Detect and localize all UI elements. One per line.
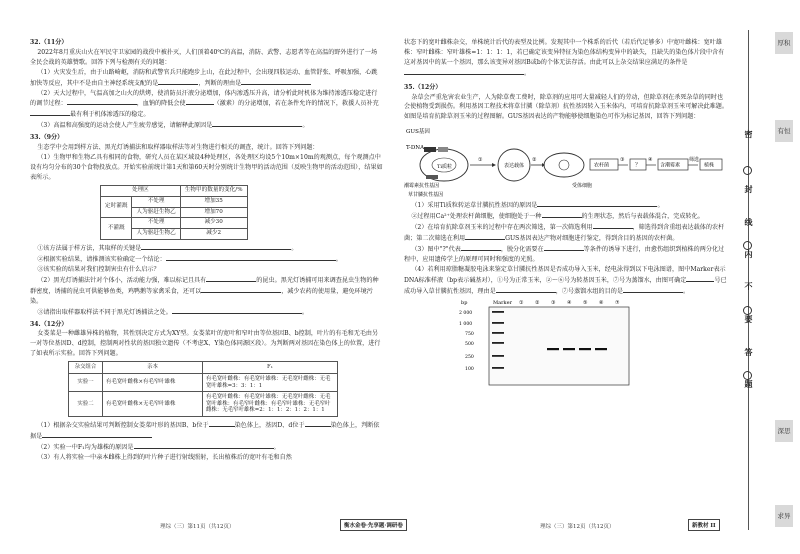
seal-char: 要 <box>744 315 754 323</box>
answer-blank <box>172 307 302 314</box>
edition-badge: 新教材 II <box>688 519 720 531</box>
q34-part2 <box>30 442 383 453</box>
table-header: 亲本 <box>103 362 203 374</box>
q33-part2-b: 的昆虫。黑光灯诱捕可用来调查昆虫生物的种群密度，诱捕的昆虫可供能够鱼类，鸡鸭鹅等家禽采食，还可以 <box>30 276 379 295</box>
q34-intro: 女娄菜是一种雌雄异株的植物，其性别决定方式为XY型。女娄菜叶的宽叶和窄叶由等位基因B、b控制，叶片的有毛和无毛由另一对等位基因D、d控制，控制两对性状的基因独立遗传（不考虑X、Y染色体同源区段）。为判断两对基因在染色体上的位置，进行了如表所示实验。回答下列问题。 <box>30 330 381 358</box>
q32-part3 <box>30 120 383 131</box>
sample-band <box>595 348 607 350</box>
q35-part2-b: ，筛选得到含重组表达载体的农杆菌；第二次筛选在利用 <box>404 224 725 242</box>
q35-part3-text: （3）图中"?"代表 <box>411 245 461 253</box>
q33-part2-text: （2）黑光灯诱捕法针对个体小，活动能力强，难以标记且具有 <box>37 276 207 284</box>
circle-mark <box>743 306 752 315</box>
tick-label: 500 <box>465 342 474 348</box>
marker-band <box>492 311 504 313</box>
seal-circle <box>743 365 752 384</box>
sample-band <box>563 348 575 350</box>
circle-mark <box>743 241 752 250</box>
q35-part2-c: GUS基因表达产物对细胞进行鉴定，得到含目的基因的农杆菌。 <box>505 234 679 242</box>
vector-label: 表达载体 <box>504 163 525 170</box>
q34-continued <box>404 38 729 79</box>
gus-label: GUS基因 <box>406 129 430 136</box>
answer-blank <box>166 254 336 261</box>
q33-intro: 生态学中会用到样方法、黑光灯诱捕法和取样器取样法等对生物进行相关的调查，统计。回答下列问题： <box>37 144 319 152</box>
table-cell: 人为驱赶生物乙 <box>132 207 180 218</box>
answer-blank <box>544 244 584 251</box>
motto-tag: 深思 <box>775 420 793 442</box>
q34-title: 34.（12分） <box>30 320 68 328</box>
plasmid-label: Ti质粒 <box>437 164 453 171</box>
medium-label: 含潮霉素 <box>660 162 681 169</box>
q35-part4-end: 。 <box>682 287 690 295</box>
q33-sub2 <box>30 254 383 265</box>
table-header: 处理区 <box>101 185 181 196</box>
q32-title: 32.（11分） <box>30 39 68 46</box>
tick-label: 100 <box>465 367 474 373</box>
seal-circle <box>743 235 752 254</box>
table-header: 生物甲的数量的变化/% <box>180 185 247 196</box>
answer-blank <box>623 286 683 293</box>
tick-label: 250 <box>465 355 474 361</box>
bacterium-plasmid-shape <box>559 160 569 170</box>
q32-part2-c: （激素）的分泌增加，若在条件允许的情况下，救援人员补充 <box>213 100 379 108</box>
table-group: 定时灌溉 <box>101 196 132 218</box>
answer-blank <box>593 222 633 229</box>
tick-label: 2 000 <box>459 311 473 317</box>
answer-blank <box>305 420 331 427</box>
q35-part1b-end: 的生理状态，然后与表载体混合，完成转化。 <box>581 213 704 221</box>
binding-line <box>748 30 749 530</box>
q35-part1-text: （1）采用Ti质粒转运草甘膦抗性基因的原因是 <box>411 202 538 210</box>
table-cell: 实验一 <box>69 374 103 392</box>
q35-part1b-text: ②过程用Ca²⁺处理农杆菌细胞，使细胞处于一种 <box>411 213 542 221</box>
q32-part2-d: 最有利于机体渗透压的稳定。 <box>70 111 150 119</box>
q34-part1-text: （1）根据杂交实验结果可判断控制女娄菜叶形的基因B、b位于 <box>37 422 209 430</box>
q32-part2-b: ，血钠的降低会使 <box>136 100 186 108</box>
lane-label: ⑥ <box>599 300 604 307</box>
step-4-label: ④ <box>648 157 653 164</box>
resist-gene-block <box>426 175 438 179</box>
arrow-1-head <box>492 163 496 167</box>
q34-table <box>68 361 338 417</box>
q35-part1-end: 。 <box>657 202 664 210</box>
q35-part4 <box>404 265 729 297</box>
tdna-block <box>438 147 448 152</box>
motto-tag: 有恒 <box>775 120 793 142</box>
answer-blank <box>186 98 214 105</box>
q33-sub3: ③该实验的结果对我们控制害虫有什么启示？ <box>37 266 160 274</box>
q33-part2-c: ，减少农药的使用量，避免环境污染。 <box>30 287 373 305</box>
table-cell: 减少2 <box>180 229 247 240</box>
right-column <box>404 38 729 516</box>
q32-part1-reason: ，判断的理由是 <box>198 79 242 87</box>
motto-tag: 厚积 <box>775 32 793 54</box>
marker-band <box>492 367 504 369</box>
right-page-number: 理综（三）第12页（共12页） <box>540 524 615 530</box>
callus-label: 受体细胞 <box>572 183 593 190</box>
table-header: F₁ <box>203 362 338 374</box>
q34-part2-text: （2）实验一中F₁均为雄株的原因是 <box>37 444 134 451</box>
q35-part3 <box>404 244 729 265</box>
lane-label: ③ <box>551 300 556 307</box>
answer-blank <box>201 286 281 293</box>
plant-label: 植株 <box>704 162 715 169</box>
left-column <box>30 38 383 516</box>
answer-blank <box>42 431 152 438</box>
resist-label: 潮霉素抗性基因 <box>404 183 440 190</box>
table-group: 不灌溉 <box>101 218 132 240</box>
q32-part3-text: （3）高温和高强度的运动会使人产生疲劳感觉，请解释此原因是 <box>37 122 213 130</box>
seal-char: 内 <box>744 250 754 258</box>
tdna-label: T-DNA <box>406 145 425 152</box>
table-cell: 有毛宽叶雌株×无毛窄叶雄株 <box>103 392 203 417</box>
answer-blank <box>141 243 291 250</box>
answer-blank <box>134 442 274 449</box>
q32-part2-text: （2）天大过程中，气温高加之山火的烘烤，使消防员汗液分泌增加，体内渗透压升高，请分析此时机体为维持渗透压稳定进行的调节过程： <box>30 89 378 108</box>
marker-band <box>492 332 504 334</box>
q33-table <box>100 185 248 241</box>
answer-blank <box>461 244 501 251</box>
q33-sub1 <box>30 243 383 254</box>
q33-sub2-text: ②根据实验结果，请推测该实验确定一个结论： <box>37 256 166 264</box>
seal-char: 不 <box>744 282 754 290</box>
q35-part4-text: （4）若利用琼脂糖凝胶电泳来鉴定草甘膦抗性基因是否成功导入玉米，经电泳得到以下电泳图谱，图中Marker表示DNA标准样液（bp表示碱基对），①号为正常玉米，②～⑥号为转基因玉米，⑦号为蒸馏水，由图可确定 <box>404 265 726 284</box>
q32-part1-text: （1）火灾发生后，由于山路崎岖，消防和武警官兵只能跑步上山，在此过程中，会出现四肢运动、血管舒张、呼吸加强，心跳加快等反应，其中不是由自主神经系统支配的是 <box>30 68 378 87</box>
table-cell: 不处理 <box>132 196 180 207</box>
select-label: 筛选 <box>689 157 700 164</box>
q32-part2 <box>30 89 383 121</box>
sample-band <box>579 348 591 350</box>
step-1-label: ① <box>478 157 483 164</box>
answer-blank <box>686 275 714 282</box>
gel-electrophoresis-figure <box>404 298 729 390</box>
q34-part1-c: 染色体上，判断依据是 <box>30 422 380 441</box>
diagram-svg <box>404 125 729 197</box>
q32-part1 <box>30 68 383 89</box>
q35-part2-text: （2）在培育抗除草剂玉米的过程中存在两次筛选，第一次筛选利用 <box>411 224 593 232</box>
marker-band <box>492 355 504 357</box>
bacterium-shape <box>544 153 584 177</box>
sample-band <box>547 348 559 350</box>
answer-blank <box>496 286 556 293</box>
gene-engineering-diagram <box>404 125 729 197</box>
q32-part3-end: 。 <box>302 122 309 130</box>
q33-part1: （1）生物甲和生物乙具有相同的食物，研究人员在某区域设4种处理区，各处理区均设5个10m×10m的观测点，每个观测点中设有均匀分布的30个食物投放点。开始实验前统计第1天和第60天时分别统计生物甲的活动范围（反映生物甲的活动范围），结果如表所示。 <box>30 153 383 181</box>
q33-part3-text: ③请指出取样器取样法不同于黑光灯诱捕法之处。 <box>37 308 172 316</box>
q35-part1b <box>404 211 729 222</box>
table-cell: 人为驱赶生物乙 <box>132 229 180 240</box>
gel-frame <box>489 307 629 385</box>
q33-part2 <box>30 275 383 307</box>
q35-part4-c: ，⑦号蒸馏水组的目的是 <box>555 287 623 295</box>
q34-continued-end: 。 <box>524 69 531 77</box>
lane-label: ⑤ <box>583 300 588 307</box>
seal-circle <box>743 300 752 319</box>
q35-part2 <box>404 222 729 244</box>
step-3-label: ③ <box>620 157 625 164</box>
q35-part1 <box>404 200 729 211</box>
lane-label: ② <box>535 300 540 307</box>
lane-label: ⑦ <box>615 300 620 307</box>
unknown-label: ？ <box>635 162 641 169</box>
answer-blank <box>542 211 582 218</box>
table-header: 杂交组合 <box>69 362 103 374</box>
q33-title: 33.（9分） <box>30 134 64 142</box>
answer-blank <box>537 200 657 207</box>
table-cell: 有毛宽叶雌株×有毛窄叶雄株 <box>103 374 203 392</box>
table-row <box>69 392 338 417</box>
seal-char: 封 <box>744 185 754 193</box>
table-cell: 有毛宽叶雌株：有毛宽叶雄株：无毛宽叶雌株：无毛宽叶雄株：有毛窄叶雌株：有毛窄叶雄株：无毛窄叶雌株：无毛窄叶雄株=2：1：1：2：1：2：1：1 <box>203 392 338 417</box>
table-header-row <box>69 362 338 374</box>
answer-blank <box>404 68 524 75</box>
tick-label: 1 000 <box>459 322 473 328</box>
table-row <box>69 374 338 392</box>
motto-tag: 求异 <box>775 505 793 527</box>
answer-blank <box>158 78 198 85</box>
table-cell: 有毛宽叶雌株：有毛宽叶雄株：无毛宽叶雌株：无毛宽叶雄株=3：3：1：1 <box>203 374 338 392</box>
circle-mark <box>743 166 752 175</box>
answer-blank <box>212 120 302 127</box>
table-cell: 实验二 <box>69 392 103 417</box>
circle-mark <box>743 371 752 380</box>
bp-label: bp <box>461 300 468 307</box>
q35-part4-b: 号已成功导入草甘膦抗性基因，理由是 <box>404 276 727 295</box>
cells-label: 农杆菌 <box>594 162 610 169</box>
seal-circle <box>743 160 752 179</box>
answer-blank <box>241 78 311 85</box>
left-page-number: 理综（三）第11页（共12页） <box>160 524 235 530</box>
seal-char: 密 <box>744 130 754 138</box>
table-cell: 增加70 <box>180 207 247 218</box>
marker-label: Marker <box>493 300 512 307</box>
answer-blank <box>67 98 137 105</box>
answer-blank <box>465 233 505 240</box>
q35-part3-b: ，脱分化需要在 <box>500 245 544 253</box>
table-cell: 增加35 <box>180 196 247 207</box>
lane-label: ① <box>519 300 524 307</box>
table-header-row <box>101 185 248 196</box>
table-cell: 不处理 <box>132 218 180 229</box>
marker-band <box>492 322 504 324</box>
exam-series-label: 衡水金卷·先享题·调研卷 <box>340 519 407 531</box>
q34-part2-end: 。 <box>273 444 280 451</box>
q35-title: 35.（12分） <box>404 83 442 91</box>
table-cell: 减少30 <box>180 218 247 229</box>
lane-label: ④ <box>567 300 572 307</box>
answer-blank <box>209 420 235 427</box>
q33-part3-end: 。 <box>301 308 308 316</box>
q34-continued-text: 状态下的宽叶雌株杂交，单株统计后代的表型及比例。发现其中一个株系的后代（若后代足够多）中宽叶雌株：宽叶雄株：窄叶雌株：窄叶雄株=1：1：1：1，若已确定该变异特征为染色体结构变异中的缺失，且缺失的染色体片段中含有这对基因中的某一个基因，那么该变异对基因B或b的个体无法存活。由此可以上杂交结果应满足的条件是 <box>404 39 725 66</box>
gel-svg <box>459 298 659 386</box>
seal-char: 答 <box>744 348 754 356</box>
q34-part3: （3）有人将实验一中亲本雌株上得到的叶片种子进行射线照射，长出植株后的宽叶有毛和自然 <box>37 453 292 461</box>
marker-band <box>492 342 504 344</box>
q35-intro: 杂草会严重危害农业生产，人为除草费工费时，除草剂的应用可大量减轻人们的劳动，但除草剂在杀死杂草的同时也会使植物受到损伤。利用基因工程技术将草甘膦（除草剂）抗性基因转入玉米体内，可培育抗除草剂玉米可解决此难题。如图是培育抗除草剂玉米的过程图解。GUS基因表达的产物能够使细胞染色可作为标记基因，回答下列问题： <box>404 93 729 121</box>
gus-gene-block <box>424 147 436 152</box>
tick-label: 750 <box>465 332 474 338</box>
answer-blank <box>206 275 256 282</box>
seal-char: 题 <box>744 380 754 388</box>
q33-part3 <box>30 307 383 318</box>
q33-sub1-text: ①该方法属于样方法，其取样的关键是 <box>37 245 142 253</box>
q35-part3-c: 等条件的诱导下进行，由愈伤组织到植株的两分化过程中，应用遗传学上的原理可同时和强度的光照。 <box>404 245 725 263</box>
q34-part1-b: 染色体上，基因D、d位于 <box>234 422 305 430</box>
q32-intro: 2022年8月重庆山火在军民守卫家园的战役中被扑灭，人们顶着40℃的高温，消防、武警、志愿者等在高温的野外进行了一场全民会战的英雄赞歌。回答下列与检测有关的问题： <box>30 48 378 66</box>
gene-label: 草甘膦抗性基因 <box>408 192 444 198</box>
q34-part1 <box>30 420 383 442</box>
q33-sub2-end: 。 <box>335 256 342 264</box>
step-2-label: ② <box>532 157 537 164</box>
table-row <box>101 196 248 207</box>
table-row <box>101 218 248 229</box>
answer-blank <box>30 109 70 116</box>
seal-char: 线 <box>744 218 754 226</box>
q33-sub1-end: 。 <box>291 245 298 253</box>
